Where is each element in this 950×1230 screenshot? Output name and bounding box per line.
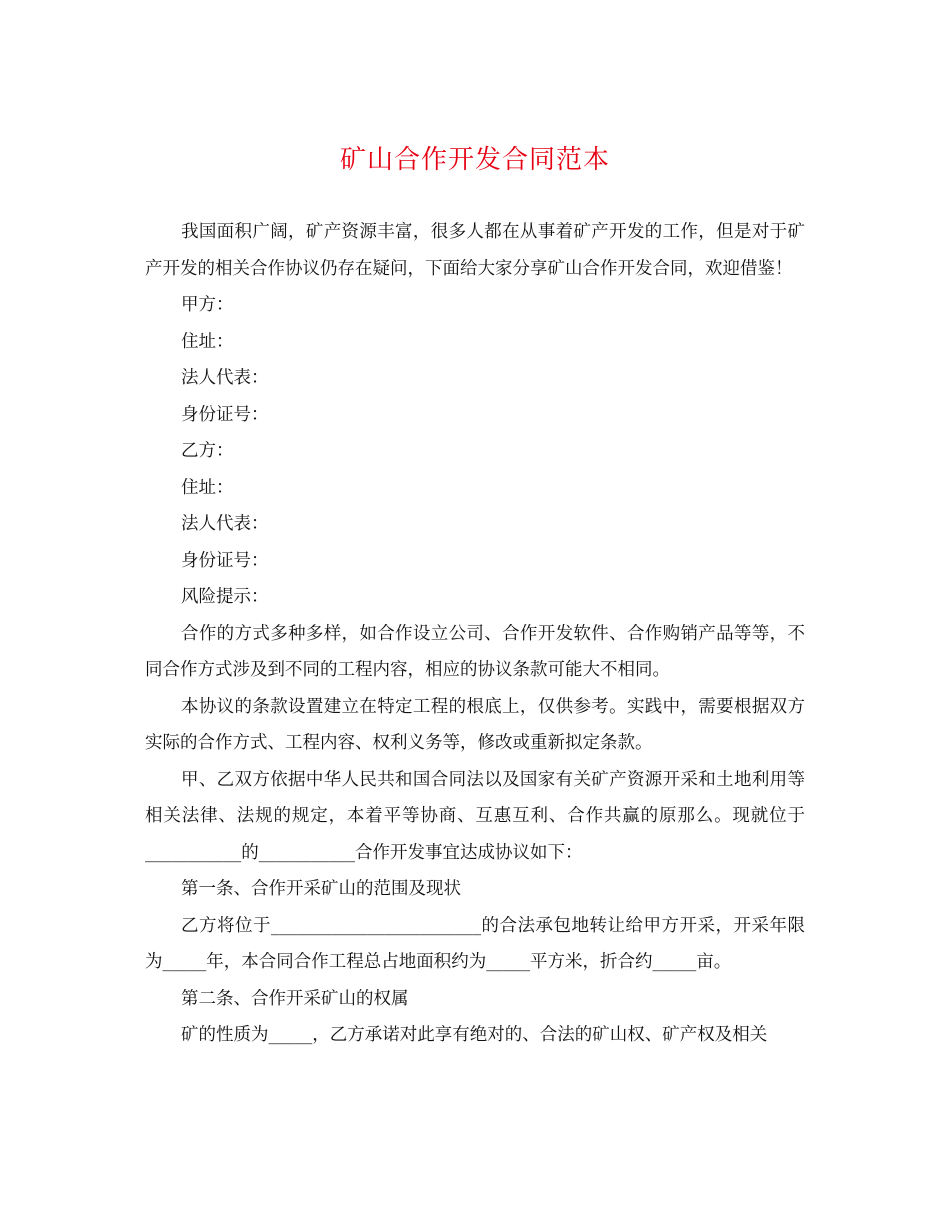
- document-title: 矿山合作开发合同范本: [339, 145, 610, 175]
- risk-paragraph-2: 本协议的条款设置建立在特定工程的根底上，仅供参考。实践中，需要根据双方实际的合作方式、工程内容、权利义务等，修改或重新拟定条款。: [145, 696, 805, 753]
- preamble-paragraph: 甲、乙双方依据中华人民共和国合同法以及国家有关矿产资源开采和土地利用等相关法律、法规的规定，本着平等协商、互惠互利、合作共赢的原那么。现就位于___________的___________合作开发事宜达成协议如下：: [145, 769, 805, 863]
- party-b-id-label: 身份证号：: [181, 550, 269, 571]
- party-a-address-label: 住址：: [181, 331, 234, 352]
- party-b-legal-rep-label: 法人代表：: [181, 514, 269, 534]
- intro-paragraph: 我国面积广阔，矿产资源丰富，很多人都在从事着矿产开发的工作，但是对于矿产开发的相关合作协议仍存在疑问，下面给大家分享矿山合作开发合同，欢迎借鉴！: [145, 222, 805, 279]
- party-b-address-label: 住址：: [181, 477, 234, 498]
- party-a-legal-rep-label: 法人代表：: [181, 368, 269, 388]
- document-body: [145, 214, 805, 1054]
- article-1-title: 第一条、合作开采矿山的范围及现状: [181, 879, 461, 899]
- party-b-label: 乙方：: [181, 441, 234, 461]
- party-a-id-label: 身份证号：: [181, 404, 269, 425]
- party-a-label: 甲方：: [181, 295, 234, 315]
- risk-notice-label: 风险提示：: [181, 587, 269, 607]
- risk-paragraph-1: 合作的方式多种多样，如合作设立公司、合作开发软件、合作购销产品等等，不同合作方式涉及到不同的工程内容，相应的协议条款可能大不相同。: [145, 623, 805, 680]
- article-2-body: 矿的性质为_____，乙方承诺对此享有绝对的、合法的矿山权、矿产权及相关: [181, 1025, 768, 1045]
- article-2-title: 第二条、合作开采矿山的权属: [181, 988, 409, 1009]
- article-1-body: 乙方将位于________________________的合法承包地转让给甲方开采，开采年限为_____年，本合同合作工程总占地面积约为_____平方米，折合约_____亩。: [145, 915, 805, 972]
